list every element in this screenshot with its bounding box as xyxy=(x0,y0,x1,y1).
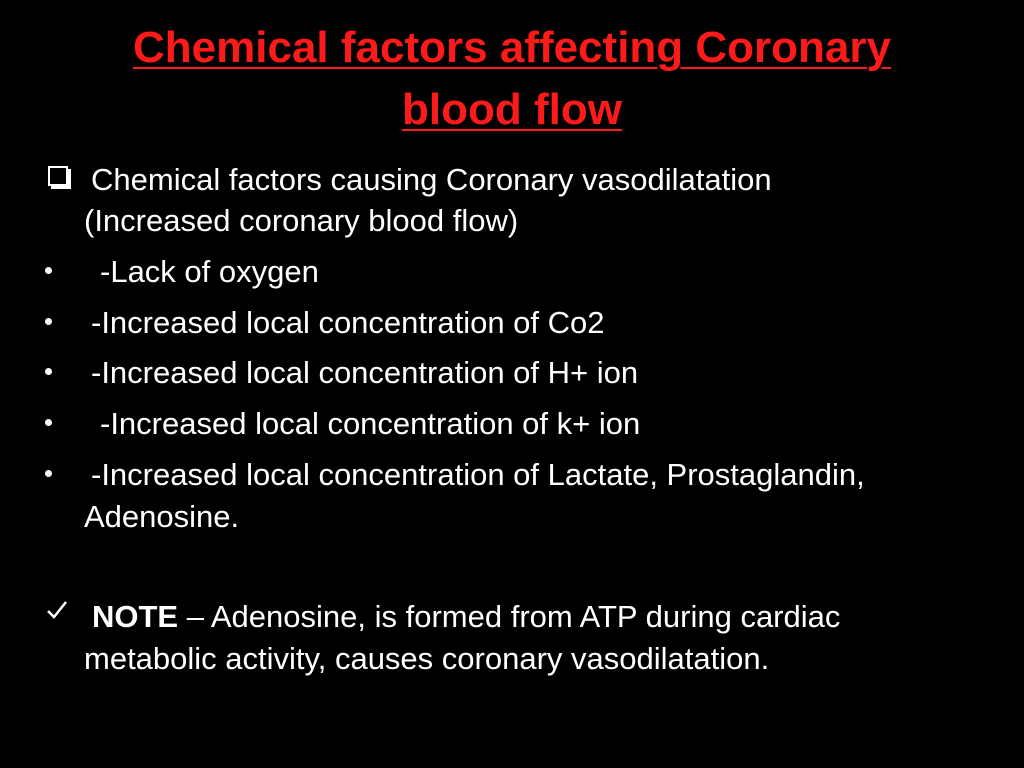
slide-title xyxy=(60,17,964,141)
bullet-icon xyxy=(45,470,52,477)
checkbox-icon xyxy=(48,166,68,186)
title-line-2: blood flow xyxy=(402,85,622,134)
list-item-continuation: Adenosine. xyxy=(84,499,240,534)
list-item: -Increased local concentration of Co2 xyxy=(91,305,605,340)
list-item: -Increased local concentration of H+ ion xyxy=(91,355,639,390)
bullet-icon xyxy=(45,419,52,426)
note-line-1 xyxy=(92,596,840,637)
list-item: -Lack of oxygen xyxy=(100,254,319,289)
list-item: -Increased local concentration of k+ ion xyxy=(100,406,641,441)
bullet-icon xyxy=(45,318,52,325)
list-item: -Increased local concentration of Lactate, Prostaglandin, xyxy=(91,457,865,492)
note-line-2: metabolic activity, causes coronary vasodilatation. xyxy=(84,641,770,676)
heading-line-2: (Increased coronary blood flow) xyxy=(84,203,519,238)
title-line-1: Chemical factors affecting Coronary xyxy=(133,23,891,72)
heading-line-1: Chemical factors causing Coronary vasodilatation xyxy=(91,162,772,197)
bullet-icon xyxy=(45,267,52,274)
check-icon xyxy=(46,599,68,621)
note-text: – Adenosine, is formed from ATP during cardiac xyxy=(178,599,841,634)
bullet-icon xyxy=(45,368,52,375)
note-label: NOTE xyxy=(92,599,179,634)
